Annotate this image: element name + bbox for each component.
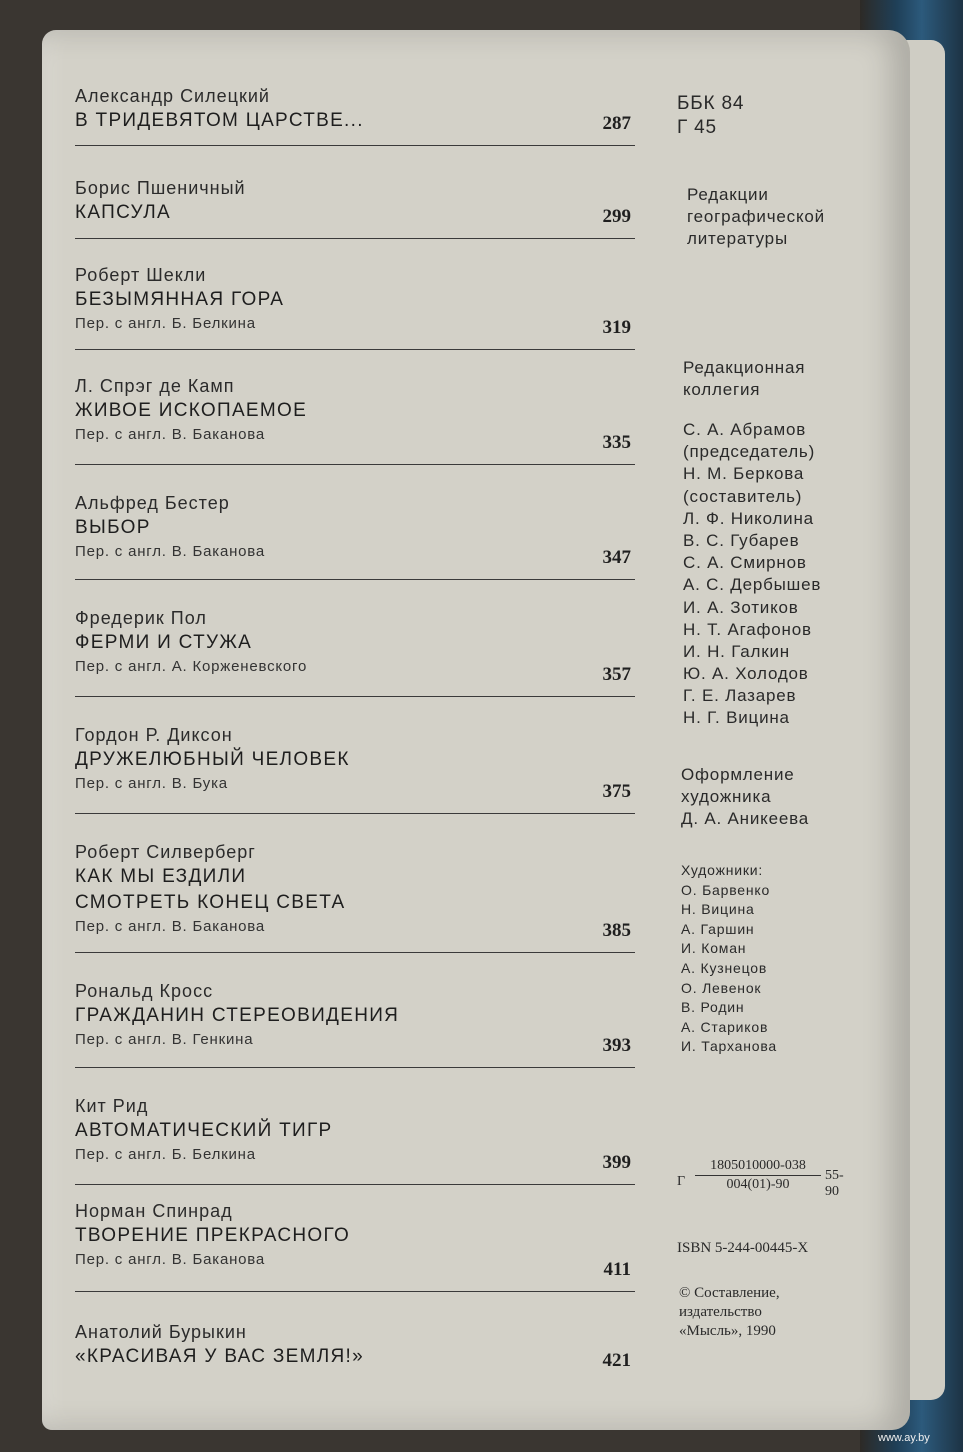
editorial-line: литературы: [687, 229, 788, 249]
toc-author: Норман Спинрад: [75, 1201, 233, 1221]
artist-name: О. Левенок: [681, 979, 762, 996]
artists-heading: Художники:: [681, 862, 764, 878]
toc-entry: [75, 953, 635, 1068]
toc-translator: Пер. с англ. В. Бука: [75, 775, 228, 792]
toc-author: Фредерик Пол: [75, 608, 207, 628]
toc-page-number: 319: [602, 317, 631, 338]
code-fraction: [695, 1158, 821, 1193]
board-member: Ю. А. Холодов: [683, 664, 809, 684]
toc-title: КАК МЫ ЕЗДИЛИ: [75, 866, 247, 887]
artist-name: А. Стариков: [681, 1018, 769, 1035]
toc-title: ГРАЖДАНИН СТЕРЕОВИДЕНИЯ: [75, 1005, 400, 1026]
toc-title: БЕЗЫМЯННАЯ ГОРА: [75, 289, 285, 310]
toc-translator: Пер. с англ. В. Баканова: [75, 1251, 266, 1268]
toc-title: ДРУЖЕЛЮБНЫЙ ЧЕЛОВЕК: [75, 749, 350, 770]
toc-author: Кит Рид: [75, 1096, 149, 1116]
toc-entry: [75, 58, 635, 146]
toc-translator: Пер. с англ. В. Баканова: [75, 918, 266, 935]
board-member: (председатель): [683, 442, 816, 462]
design-line: Оформление: [681, 765, 795, 784]
artists-credit: [681, 861, 777, 1057]
artist-name: А. Гаршин: [681, 920, 755, 937]
toc-author: Гордон Р. Диксон: [75, 725, 233, 745]
board-member: (составитель): [683, 486, 803, 506]
artist-name: В. Родин: [681, 999, 745, 1016]
toc-page-number: 287: [602, 113, 631, 134]
toc-page-number: 335: [602, 432, 631, 453]
copyright-line: «Мысль», 1990: [679, 1323, 776, 1339]
toc-entry: [75, 697, 635, 814]
copyright-line: издательство: [679, 1304, 762, 1320]
board-heading-line: Редакционная: [683, 358, 806, 377]
toc-entry: [75, 580, 635, 697]
toc-entry: [75, 146, 635, 239]
copyright: [679, 1284, 780, 1341]
board-member: С. А. Смирнов: [683, 553, 807, 573]
artist-name: И. Коман: [681, 940, 747, 957]
toc-author: Александр Силецкий: [75, 86, 270, 106]
artist-name: О. Барвенко: [681, 881, 771, 898]
code-prefix: Г: [677, 1174, 686, 1189]
isbn: ISBN 5-244-00445-X: [677, 1240, 809, 1256]
toc-translator: Пер. с англ. В. Баканова: [75, 543, 266, 560]
toc-title: АВТОМАТИЧЕСКИЙ ТИГР: [75, 1120, 333, 1141]
toc-entry: [75, 239, 635, 350]
toc-title: ТВОРЕНИЕ ПРЕКРАСНОГО: [75, 1225, 351, 1246]
toc-entry: [75, 1068, 635, 1185]
toc-entry: [75, 350, 635, 465]
toc-entry: [75, 465, 635, 580]
design-line: Д. А. Аникеева: [681, 809, 810, 829]
artist-name: А. Кузнецов: [681, 959, 768, 976]
editorial-line: географической: [687, 207, 825, 227]
author-sign: Г 45: [677, 117, 717, 138]
editorial-office: [687, 183, 825, 250]
toc-translator: Пер. с англ. А. Корженевского: [75, 658, 308, 675]
board-member: И. Н. Галкин: [683, 641, 790, 661]
toc-author: Л. Спрэг де Камп: [75, 376, 235, 396]
editorial-board-heading: [683, 356, 805, 400]
board-member: А. С. Дербышев: [683, 575, 822, 595]
editorial-board-list: [683, 418, 821, 729]
board-member: С. А. Абрамов: [683, 420, 807, 439]
toc-title: «КРАСИВАЯ У ВАС ЗЕМЛЯ!»: [75, 1346, 364, 1367]
toc-title: СМОТРЕТЬ КОНЕЦ СВЕТА: [75, 892, 346, 913]
board-member: Н. Г. Вицина: [683, 708, 790, 728]
toc-author: Борис Пшеничный: [75, 178, 246, 198]
code-suffix: 55-90: [825, 1168, 844, 1199]
artist-name: Н. Вицина: [681, 901, 755, 918]
bbk-code: ББК 84: [677, 93, 745, 114]
code-numerator: 1805010000-038: [710, 1158, 806, 1173]
toc-entry: [75, 1292, 635, 1382]
fraction-bar: [695, 1175, 821, 1176]
toc-page-number: 375: [602, 781, 631, 802]
toc-page-number: 357: [602, 664, 631, 685]
toc-author: Рональд Кросс: [75, 981, 214, 1001]
board-member: Л. Ф. Николина: [683, 508, 814, 528]
design-line: художника: [681, 787, 772, 807]
board-member: И. А. Зотиков: [683, 597, 799, 617]
toc-entry: [75, 814, 635, 953]
board-member: В. С. Губарев: [683, 530, 800, 550]
toc-page-number: 399: [602, 1152, 631, 1173]
toc-title: В ТРИДЕВЯТОМ ЦАРСТВЕ...: [75, 110, 364, 131]
toc-title: ВЫБОР: [75, 517, 151, 538]
board-member: Н. М. Беркова: [683, 464, 805, 484]
toc-page-number: 299: [602, 206, 631, 227]
toc-page-number: 421: [602, 1350, 631, 1371]
toc-author: Анатолий Бурыкин: [75, 1322, 247, 1342]
watermark: www.ay.by: [878, 1432, 930, 1444]
toc-entry: [75, 1185, 635, 1292]
toc-title: КАПСУЛА: [75, 202, 171, 223]
toc-title: ФЕРМИ И СТУЖА: [75, 632, 253, 653]
board-heading-line: коллегия: [683, 380, 761, 400]
code-denominator: 004(01)-90: [726, 1177, 790, 1192]
table-of-contents: [75, 58, 635, 1382]
toc-translator: Пер. с англ. В. Баканова: [75, 426, 266, 443]
toc-author: Роберт Силверберг: [75, 842, 256, 862]
artist-name: И. Тарханова: [681, 1038, 777, 1055]
toc-page-number: 385: [602, 920, 631, 941]
toc-page-number: 393: [602, 1035, 631, 1056]
toc-author: Альфред Бестер: [75, 493, 230, 513]
copyright-line: © Составление,: [679, 1285, 780, 1301]
toc-page-number: 411: [603, 1259, 631, 1280]
toc-author: Роберт Шекли: [75, 265, 207, 285]
board-member: Н. Т. Агафонов: [683, 619, 812, 639]
toc-title: ЖИВОЕ ИСКОПАЕМОЕ: [75, 400, 308, 421]
toc-translator: Пер. с англ. Б. Белкина: [75, 1146, 256, 1163]
design-credit: [681, 763, 809, 830]
toc-page-number: 347: [602, 547, 631, 568]
board-member: Г. Е. Лазарев: [683, 686, 797, 706]
toc-translator: Пер. с англ. В. Генкина: [75, 1031, 254, 1048]
editorial-line: Редакции: [687, 185, 769, 204]
next-page-edge: [905, 40, 945, 1400]
toc-translator: Пер. с англ. Б. Белкина: [75, 315, 256, 332]
